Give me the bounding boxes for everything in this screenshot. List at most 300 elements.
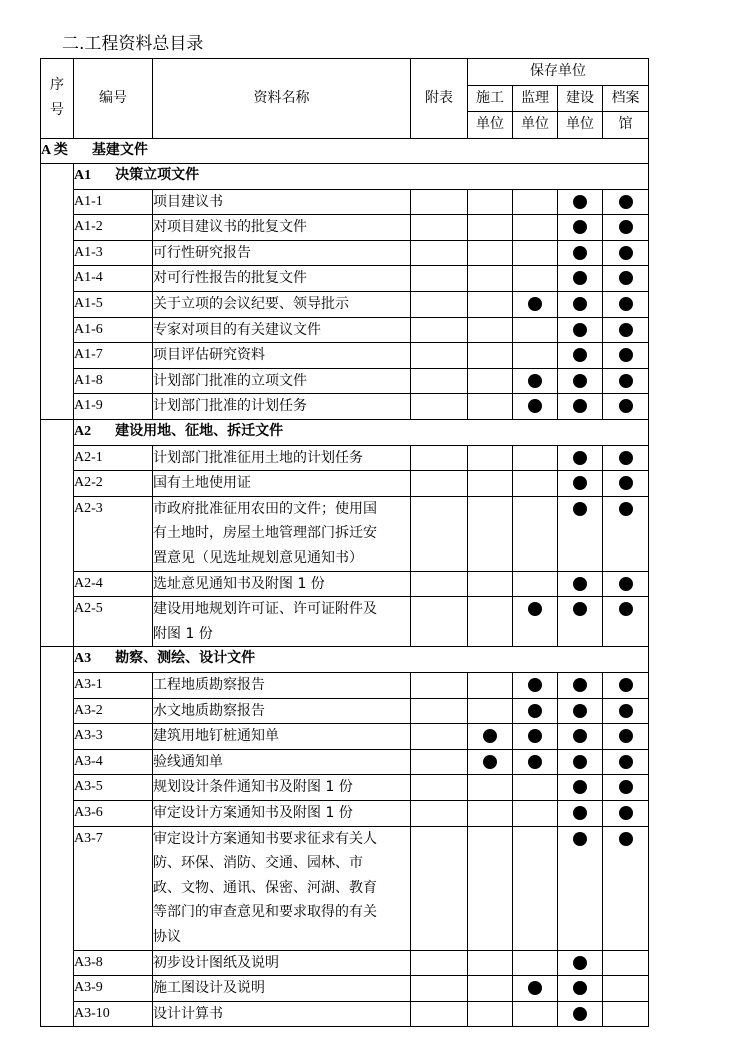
mark-cell-0 (468, 368, 513, 394)
mark-cell-3 (603, 266, 649, 292)
filled-dot-icon (573, 678, 587, 692)
item-name-line: 可行性研究报告 (153, 244, 251, 261)
item-attachment (411, 775, 468, 801)
mark-cell-1 (513, 950, 558, 976)
mark-cell-2 (558, 368, 603, 394)
filled-dot-icon (619, 704, 633, 718)
header-storage: 保存单位 (468, 59, 649, 86)
table-row (41, 950, 649, 976)
item-name (153, 800, 411, 826)
item-name-line: 专家对项目的有关建议文件 (153, 321, 321, 338)
header-name: 资料名称 (153, 59, 411, 139)
item-name (153, 976, 411, 1002)
group-name: 建设用地、征地、拆迁文件 (115, 424, 284, 440)
item-name-line: 防、环保、消防、交通、园林、市 (153, 855, 363, 872)
item-name (153, 496, 411, 571)
group-row (41, 164, 649, 190)
mark-cell-3 (603, 394, 649, 420)
item-name (153, 215, 411, 241)
item-name-line: 计划部门批准征用土地的计划任务 (153, 449, 363, 466)
filled-dot-icon (483, 755, 497, 769)
filled-dot-icon (573, 704, 587, 718)
table-row (41, 1001, 649, 1027)
filled-dot-icon (619, 729, 633, 743)
item-code: A3-2 (74, 698, 153, 724)
item-name-line: 关于立项的会议纪要、领导批示 (153, 296, 349, 313)
item-code: A3-10 (74, 1001, 153, 1027)
mark-cell-0 (468, 266, 513, 292)
mark-cell-3 (603, 800, 649, 826)
table-row (41, 749, 649, 775)
mark-cell-1 (513, 240, 558, 266)
item-code: A1-3 (74, 240, 153, 266)
item-code: A1-8 (74, 368, 153, 394)
mark-cell-2 (558, 1001, 603, 1027)
item-name (153, 826, 411, 950)
mark-cell-3 (603, 775, 649, 801)
item-name-line: 审定设计方案通知书要求征求有关人 (153, 830, 377, 847)
table-row (41, 394, 649, 420)
item-attachment (411, 1001, 468, 1027)
item-attachment (411, 240, 468, 266)
item-attachment (411, 368, 468, 394)
filled-dot-icon (619, 297, 633, 311)
filled-dot-icon (619, 476, 633, 490)
mark-cell-2 (558, 215, 603, 241)
group-name: 决策立项文件 (115, 168, 200, 184)
item-name-line: 验线通知单 (153, 753, 223, 770)
filled-dot-icon (528, 981, 542, 995)
item-name-line: 建筑用地钉桩通知单 (153, 728, 279, 745)
item-name (153, 240, 411, 266)
header-seq (41, 59, 74, 139)
item-name (153, 698, 411, 724)
item-name-line: 施工图设计及说明 (153, 980, 265, 997)
mark-cell-2 (558, 394, 603, 420)
filled-dot-icon (573, 502, 587, 516)
item-attachment (411, 724, 468, 750)
group-code: A2 (74, 424, 92, 440)
mark-cell-0 (468, 292, 513, 318)
filled-dot-icon (573, 399, 587, 413)
filled-dot-icon (528, 374, 542, 388)
filled-dot-icon (619, 220, 633, 234)
item-name (153, 571, 411, 597)
item-name (153, 749, 411, 775)
table-row (41, 597, 649, 647)
filled-dot-icon (619, 374, 633, 388)
table-row (41, 471, 649, 497)
mark-cell-3 (603, 749, 649, 775)
item-name-line: 市政府批准征用农田的文件；使用国 (153, 500, 377, 517)
mark-cell-1 (513, 317, 558, 343)
table-body (41, 138, 649, 1027)
item-code: A1-6 (74, 317, 153, 343)
item-name (153, 445, 411, 471)
header-attach: 附表 (411, 59, 468, 139)
mark-cell-3 (603, 724, 649, 750)
mark-cell-0 (468, 445, 513, 471)
filled-dot-icon (573, 195, 587, 209)
item-attachment (411, 496, 468, 571)
header-unit-2-line2: 单位 (558, 112, 603, 139)
item-name-line: 对项目建议书的批复文件 (153, 219, 307, 236)
mark-cell-2 (558, 445, 603, 471)
category-code: A 类 (41, 142, 68, 158)
item-name-line: 计划部门批准的计划任务 (153, 398, 307, 415)
mark-cell-2 (558, 950, 603, 976)
mark-cell-1 (513, 775, 558, 801)
table-row (41, 368, 649, 394)
mark-cell-3 (603, 950, 649, 976)
filled-dot-icon (573, 246, 587, 260)
item-code: A3-1 (74, 672, 153, 698)
table-row (41, 826, 649, 950)
mark-cell-3 (603, 826, 649, 950)
mark-cell-1 (513, 471, 558, 497)
filled-dot-icon (573, 577, 587, 591)
mark-cell-3 (603, 317, 649, 343)
mark-cell-1 (513, 826, 558, 950)
table-row (41, 775, 649, 801)
item-attachment (411, 317, 468, 343)
mark-cell-0 (468, 724, 513, 750)
table-row (41, 800, 649, 826)
filled-dot-icon (528, 755, 542, 769)
mark-cell-3 (603, 571, 649, 597)
mark-cell-3 (603, 976, 649, 1002)
group-name: 勘察、测绘、设计文件 (115, 651, 256, 667)
mark-cell-0 (468, 215, 513, 241)
filled-dot-icon (573, 832, 587, 846)
mark-cell-0 (468, 496, 513, 571)
mark-cell-2 (558, 317, 603, 343)
item-name-line: 计划部门批准的立项文件 (153, 372, 307, 389)
mark-cell-1 (513, 189, 558, 215)
table-row (41, 240, 649, 266)
mark-cell-3 (603, 672, 649, 698)
table-row (41, 292, 649, 318)
item-name-line: 建设用地规划许可证、许可证附件及 (153, 601, 377, 618)
table-row (41, 445, 649, 471)
item-name-line: 初步设计图纸及说明 (153, 954, 279, 971)
item-name (153, 189, 411, 215)
table-row (41, 496, 649, 571)
item-name-line: 有土地时，房屋土地管理部门拆迁安 (153, 525, 377, 542)
item-code: A3-5 (74, 775, 153, 801)
mark-cell-0 (468, 571, 513, 597)
filled-dot-icon (573, 451, 587, 465)
item-name (153, 266, 411, 292)
filled-dot-icon (573, 1007, 587, 1021)
table-row (41, 976, 649, 1002)
category-name: 基建文件 (91, 142, 148, 158)
filled-dot-icon (573, 297, 587, 311)
mark-cell-0 (468, 343, 513, 369)
item-code: A3-3 (74, 724, 153, 750)
item-attachment (411, 292, 468, 318)
filled-dot-icon (619, 577, 633, 591)
filled-dot-icon (619, 602, 633, 616)
mark-cell-2 (558, 571, 603, 597)
table-row (41, 724, 649, 750)
mark-cell-1 (513, 749, 558, 775)
item-code: A1-7 (74, 343, 153, 369)
item-code: A2-2 (74, 471, 153, 497)
item-attachment (411, 698, 468, 724)
item-name-line: 项目建议书 (153, 193, 223, 210)
group-title (74, 420, 649, 446)
item-attachment (411, 215, 468, 241)
filled-dot-icon (573, 602, 587, 616)
filled-dot-icon (619, 832, 633, 846)
filled-dot-icon (619, 271, 633, 285)
filled-dot-icon (528, 704, 542, 718)
mark-cell-3 (603, 597, 649, 647)
item-code: A3-4 (74, 749, 153, 775)
item-code: A2-3 (74, 496, 153, 571)
table-row (41, 189, 649, 215)
filled-dot-icon (573, 981, 587, 995)
item-name-line: 置意见（见选址规划意见通知书） (153, 550, 363, 566)
mark-cell-3 (603, 240, 649, 266)
table-row (41, 571, 649, 597)
mark-cell-1 (513, 724, 558, 750)
mark-cell-0 (468, 749, 513, 775)
item-name-line: 政、文物、通讯、保密、河湖、教育 (153, 879, 377, 896)
item-code: A3-7 (74, 826, 153, 950)
item-attachment (411, 749, 468, 775)
mark-cell-1 (513, 672, 558, 698)
table-row (41, 215, 649, 241)
group-seq-cell (41, 420, 74, 647)
item-code: A2-5 (74, 597, 153, 647)
header-code: 编号 (74, 59, 153, 139)
mark-cell-3 (603, 343, 649, 369)
mark-cell-0 (468, 394, 513, 420)
table-row (41, 317, 649, 343)
mark-cell-2 (558, 266, 603, 292)
mark-cell-2 (558, 471, 603, 497)
filled-dot-icon (619, 348, 633, 362)
mark-cell-1 (513, 394, 558, 420)
mark-cell-1 (513, 343, 558, 369)
item-attachment (411, 189, 468, 215)
item-name (153, 775, 411, 801)
mark-cell-2 (558, 292, 603, 318)
item-attachment (411, 471, 468, 497)
table-row (41, 343, 649, 369)
group-code: A1 (74, 168, 92, 184)
mark-cell-1 (513, 496, 558, 571)
item-name-line: 附图 1 份 (153, 625, 213, 642)
catalog-table (40, 58, 649, 1027)
mark-cell-2 (558, 976, 603, 1002)
item-name (153, 724, 411, 750)
header-seq-line1: 序 (50, 76, 64, 93)
mark-cell-3 (603, 445, 649, 471)
header-unit-1-line1: 监理 (513, 85, 558, 112)
filled-dot-icon (528, 399, 542, 413)
mark-cell-0 (468, 317, 513, 343)
filled-dot-icon (619, 502, 633, 516)
filled-dot-icon (528, 602, 542, 616)
filled-dot-icon (619, 780, 633, 794)
filled-dot-icon (619, 755, 633, 769)
filled-dot-icon (619, 323, 633, 337)
filled-dot-icon (573, 729, 587, 743)
item-name-line: 协议 (153, 928, 181, 945)
mark-cell-1 (513, 698, 558, 724)
mark-cell-0 (468, 826, 513, 950)
filled-dot-icon (619, 195, 633, 209)
header-unit-3-line1: 档案 (603, 85, 649, 112)
group-code: A3 (74, 651, 92, 667)
item-code: A2-4 (74, 571, 153, 597)
filled-dot-icon (573, 271, 587, 285)
header-unit-3-line2: 馆 (603, 112, 649, 139)
mark-cell-3 (603, 368, 649, 394)
mark-cell-1 (513, 215, 558, 241)
header-unit-2-line1: 建设 (558, 85, 603, 112)
item-name (153, 672, 411, 698)
mark-cell-0 (468, 471, 513, 497)
mark-cell-2 (558, 775, 603, 801)
item-attachment (411, 571, 468, 597)
mark-cell-0 (468, 189, 513, 215)
filled-dot-icon (573, 220, 587, 234)
mark-cell-1 (513, 976, 558, 1002)
item-name (153, 368, 411, 394)
item-code: A1-5 (74, 292, 153, 318)
item-code: A2-1 (74, 445, 153, 471)
mark-cell-2 (558, 597, 603, 647)
mark-cell-2 (558, 240, 603, 266)
mark-cell-0 (468, 1001, 513, 1027)
filled-dot-icon (573, 348, 587, 362)
item-name-line: 对可行性报告的批复文件 (153, 270, 307, 287)
item-attachment (411, 343, 468, 369)
table-row (41, 698, 649, 724)
category-row (41, 138, 649, 164)
group-seq-cell (41, 164, 74, 420)
item-name-line: 规划设计条件通知书及附图 1 份 (153, 779, 353, 796)
mark-cell-0 (468, 950, 513, 976)
category-cell (41, 138, 649, 164)
filled-dot-icon (619, 399, 633, 413)
mark-cell-1 (513, 1001, 558, 1027)
mark-cell-1 (513, 292, 558, 318)
item-name-line: 国有土地使用证 (153, 475, 251, 492)
mark-cell-0 (468, 775, 513, 801)
mark-cell-0 (468, 672, 513, 698)
item-name-line: 项目评估研究资料 (153, 347, 265, 364)
item-code: A1-2 (74, 215, 153, 241)
mark-cell-3 (603, 698, 649, 724)
item-code: A3-8 (74, 950, 153, 976)
mark-cell-3 (603, 471, 649, 497)
mark-cell-3 (603, 292, 649, 318)
mark-cell-0 (468, 240, 513, 266)
table-header (41, 59, 649, 139)
filled-dot-icon (528, 678, 542, 692)
mark-cell-0 (468, 597, 513, 647)
filled-dot-icon (528, 297, 542, 311)
group-seq-cell (41, 647, 74, 1027)
filled-dot-icon (619, 246, 633, 260)
header-unit-1-line2: 单位 (513, 112, 558, 139)
item-code: A1-1 (74, 189, 153, 215)
item-code: A3-9 (74, 976, 153, 1002)
mark-cell-0 (468, 698, 513, 724)
mark-cell-2 (558, 672, 603, 698)
filled-dot-icon (619, 678, 633, 692)
group-title (74, 164, 649, 190)
item-attachment (411, 826, 468, 950)
filled-dot-icon (573, 323, 587, 337)
table-row (41, 672, 649, 698)
item-attachment (411, 950, 468, 976)
mark-cell-2 (558, 496, 603, 571)
item-name (153, 950, 411, 976)
filled-dot-icon (619, 451, 633, 465)
item-attachment (411, 597, 468, 647)
item-name (153, 1001, 411, 1027)
mark-cell-2 (558, 189, 603, 215)
group-row (41, 420, 649, 446)
mark-cell-1 (513, 800, 558, 826)
group-title (74, 647, 649, 673)
item-name-line: 等部门的审查意见和要求取得的有关 (153, 904, 377, 921)
item-code: A1-9 (74, 394, 153, 420)
mark-cell-2 (558, 343, 603, 369)
mark-cell-0 (468, 800, 513, 826)
mark-cell-1 (513, 571, 558, 597)
item-name (153, 292, 411, 318)
header-seq-line2: 号 (50, 102, 64, 119)
item-attachment (411, 266, 468, 292)
item-attachment (411, 976, 468, 1002)
item-name (153, 394, 411, 420)
mark-cell-2 (558, 749, 603, 775)
filled-dot-icon (619, 806, 633, 820)
mark-cell-1 (513, 368, 558, 394)
item-name-line: 审定设计方案通知书及附图 1 份 (153, 804, 353, 821)
filled-dot-icon (528, 729, 542, 743)
item-name-line: 工程地质勘察报告 (153, 676, 265, 693)
table-row (41, 266, 649, 292)
filled-dot-icon (483, 729, 497, 743)
item-attachment (411, 672, 468, 698)
mark-cell-2 (558, 800, 603, 826)
filled-dot-icon (573, 755, 587, 769)
header-unit-0-line1: 施工 (468, 85, 513, 112)
mark-cell-2 (558, 724, 603, 750)
page-title: 二.工程资料总目录 (62, 34, 204, 54)
filled-dot-icon (573, 374, 587, 388)
mark-cell-1 (513, 266, 558, 292)
mark-cell-1 (513, 445, 558, 471)
item-name-line: 水文地质勘察报告 (153, 702, 265, 719)
item-attachment (411, 394, 468, 420)
mark-cell-3 (603, 1001, 649, 1027)
item-attachment (411, 800, 468, 826)
filled-dot-icon (573, 780, 587, 794)
item-name (153, 597, 411, 647)
mark-cell-0 (468, 976, 513, 1002)
mark-cell-3 (603, 189, 649, 215)
item-code: A3-6 (74, 800, 153, 826)
